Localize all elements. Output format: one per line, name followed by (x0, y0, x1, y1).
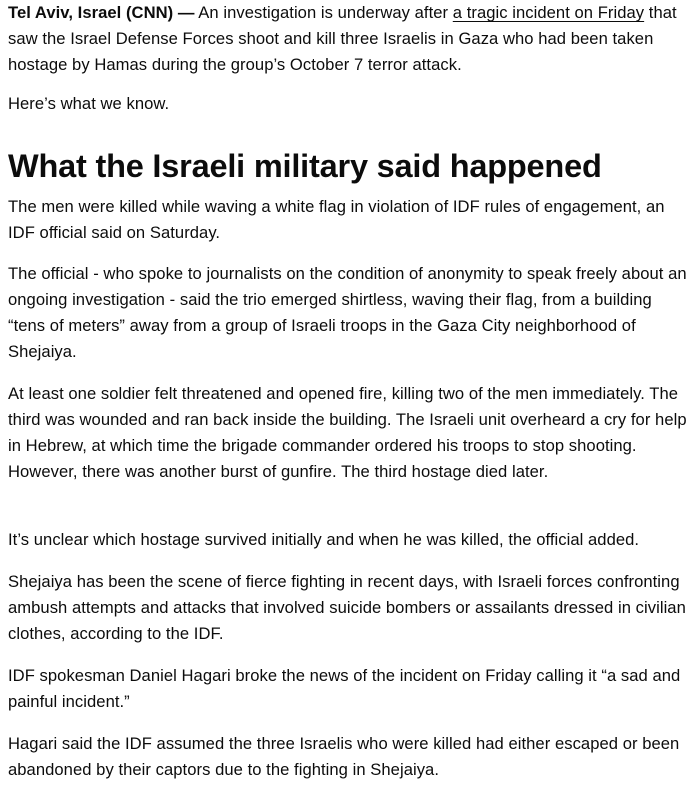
body-paragraph: IDF spokesman Daniel Hagari broke the news of the incident on Friday calling it “a sad and painful incident.” (8, 666, 681, 711)
intro-text-after-link: that saw the Israel Defense Forces shoot and kill three Israelis in Gaza who had been taken hostage by Hamas during the group’s October 7 terror attack. (8, 3, 677, 74)
section-heading: What the Israeli military said happened (8, 148, 602, 184)
dateline: Tel Aviv, Israel (CNN) — (8, 3, 195, 22)
intro-paragraph (8, 0, 692, 78)
body-paragraph: It’s unclear which hostage survived initially and when he was killed, the official added. (8, 530, 640, 549)
know-paragraph: Here’s what we know. (8, 94, 170, 113)
body-paragraph: The official - who spoke to journalists on the condition of anonymity to speak freely about an ongoing investigation - said the trio emerged shirtless, waving their flag, from a building “tens of meters” away from a group of Israeli troops in the Gaza City neighborhood of Shejaiya. (8, 264, 687, 361)
body-paragraph: At least one soldier felt threatened and opened fire, killing two of the men immediately. The third was wounded and ran back inside the building. The Israeli unit overheard a cry for help in Hebrew, at which time the brigade commander ordered his troops to stop shooting. However, there was another burst of gunfire. The third hostage died later. (8, 384, 687, 481)
body-paragraph: The men were killed while waving a white flag in violation of IDF rules of engagement, an IDF official said on Saturday. (8, 197, 665, 242)
incident-link[interactable]: a tragic incident on Friday (452, 3, 645, 22)
intro-text-before-link: An investigation is underway after (194, 3, 453, 22)
body-paragraph: Hagari said the IDF assumed the three Israelis who were killed had either escaped or been abandoned by their captors due to the fighting in Shejaiya. (8, 734, 680, 779)
body-paragraph: Shejaiya has been the scene of fierce fighting in recent days, with Israeli forces confronting ambush attempts and attacks that involved suicide bombers or assailants dressed in civilian clothes, according to the IDF. (8, 572, 686, 643)
